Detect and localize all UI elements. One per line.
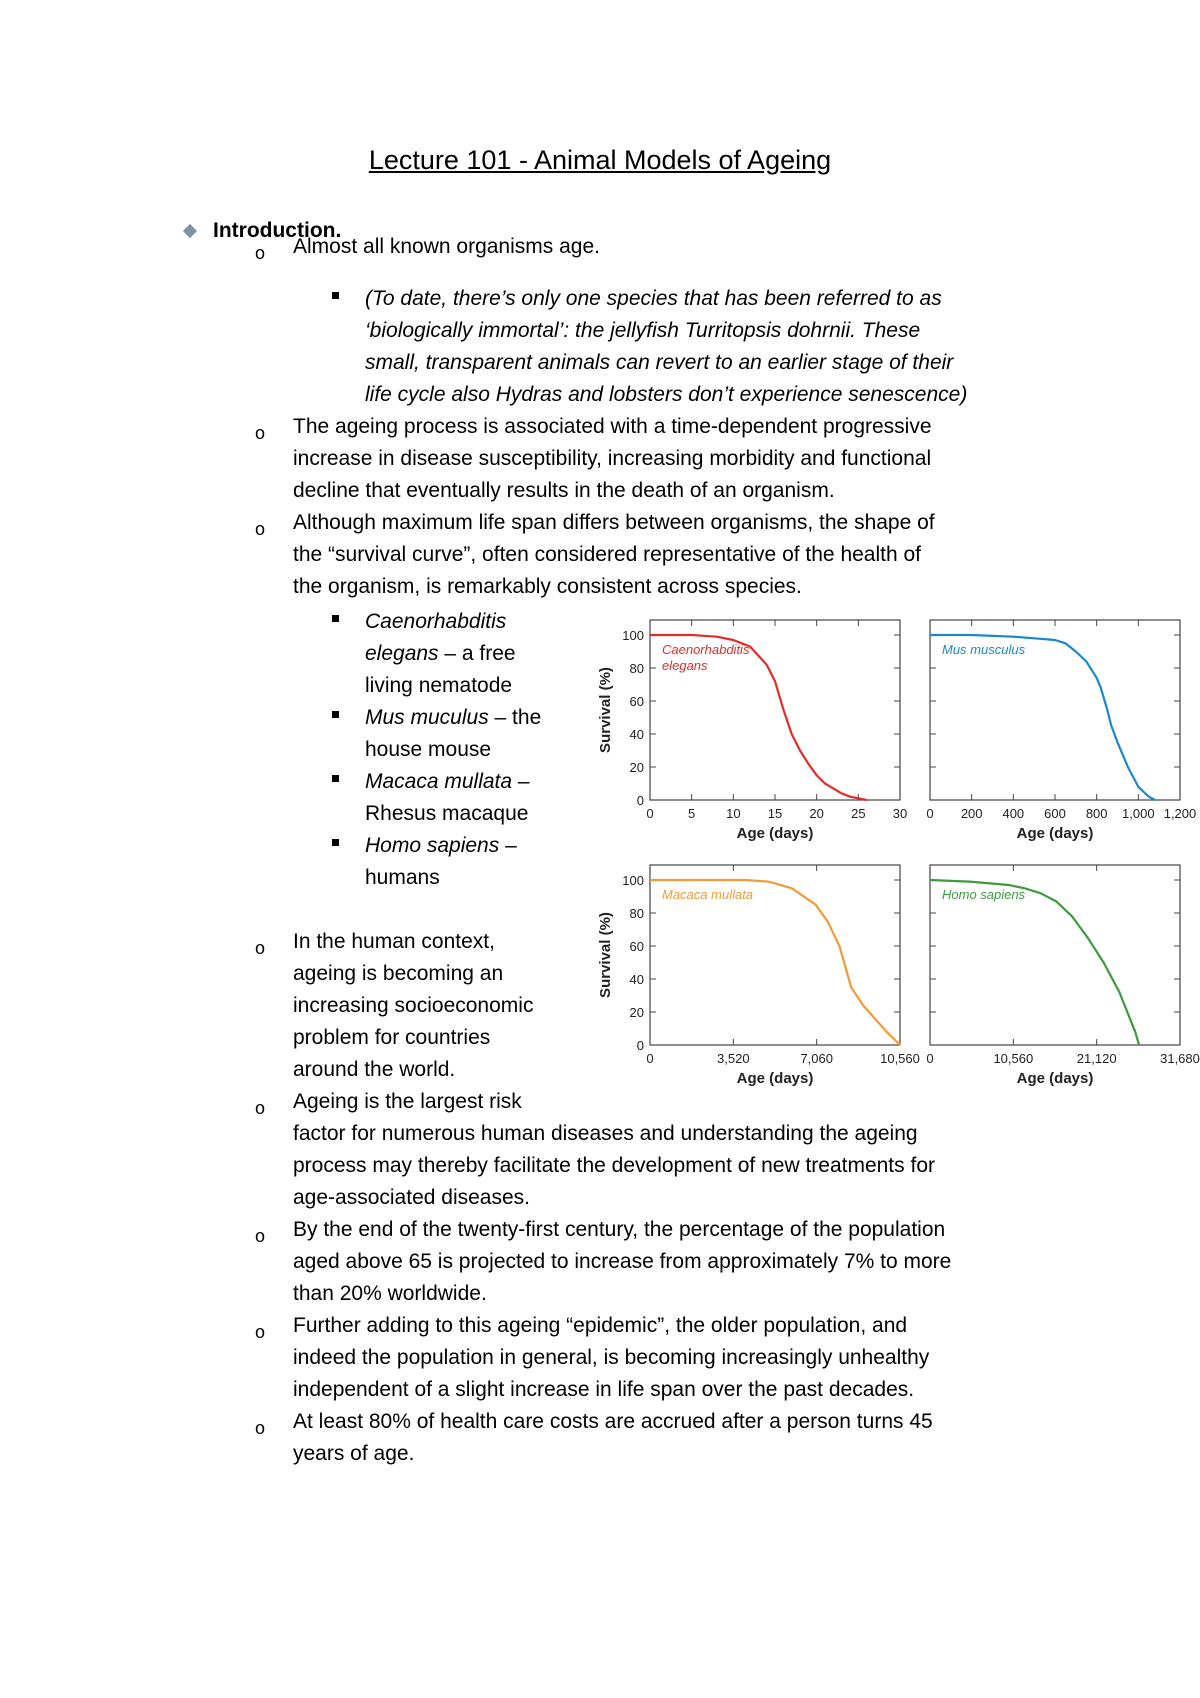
paragraph-line: the “survival curve”, often considered representative of the health of — [293, 543, 922, 566]
x-tick-label: 10 — [726, 806, 741, 821]
paragraph-line: problem for countries — [293, 1026, 491, 1049]
x-tick-label: 800 — [1085, 806, 1108, 821]
x-tick-label: 400 — [1002, 806, 1025, 821]
square-bullet-icon — [332, 615, 339, 622]
species-item: elegans – a free — [365, 642, 516, 665]
x-axis-label: Age (days) — [1016, 1070, 1094, 1087]
series-label: Caenorhabditis — [662, 642, 750, 657]
y-tick-label: 40 — [629, 727, 644, 742]
species-item: house mouse — [365, 738, 492, 761]
paragraph-line: independent of a slight increase in life span over the past decades. — [293, 1378, 915, 1401]
species-item: living nematode — [365, 674, 513, 697]
x-tick-label: 0 — [926, 806, 934, 821]
circle-bullet-icon: o — [255, 1418, 266, 1438]
circle-bullet-icon: o — [255, 938, 266, 958]
paragraph-line: age-associated diseases. — [293, 1186, 530, 1209]
paragraph-line: process may thereby facilitate the development of new treatments for — [293, 1154, 935, 1177]
x-tick-label: 5 — [688, 806, 696, 821]
paragraph-line: ageing is becoming an — [293, 962, 504, 985]
x-tick-label: 20 — [809, 806, 824, 821]
paragraph-line: Although maximum life span differs between organisms, the shape of — [293, 511, 935, 534]
square-bullet-icon — [332, 839, 339, 846]
paragraph-line: Almost all known organisms age. — [293, 235, 600, 258]
x-tick-label: 10,560 — [880, 1051, 920, 1066]
x-tick-label: 21,120 — [1076, 1051, 1117, 1066]
survival-curve-line — [650, 880, 900, 1045]
note-line: small, transparent animals can revert to an earlier stage of their — [365, 351, 954, 374]
circle-bullet-icon: o — [255, 243, 266, 263]
paragraph-line: Further adding to this ageing “epidemic”, the older population, and — [293, 1314, 908, 1337]
y-tick-label: 100 — [622, 628, 644, 643]
paragraph-line: decline that eventually results in the death of an organism. — [293, 479, 835, 502]
x-tick-label: 1,200 — [1163, 806, 1197, 821]
paragraph-line: In the human context, — [293, 930, 495, 953]
y-tick-label: 20 — [629, 760, 644, 775]
paragraph-line: increasing socioeconomic — [293, 994, 534, 1017]
x-tick-label: 10,560 — [993, 1051, 1034, 1066]
y-tick-label: 80 — [629, 906, 644, 921]
y-tick-label: 40 — [629, 972, 644, 987]
square-bullet-icon — [332, 711, 339, 718]
x-tick-label: 25 — [851, 806, 866, 821]
circle-bullet-icon: o — [255, 423, 266, 443]
note-line: ‘biologically immortal’: the jellyfish Turritopsis dohrnii. These — [365, 319, 921, 342]
y-axis-label: Survival (%) — [597, 912, 614, 998]
y-tick-label: 0 — [636, 1038, 644, 1053]
survival-curve-line — [930, 635, 1155, 800]
x-tick-label: 7,060 — [800, 1051, 833, 1066]
series-label: elegans — [662, 658, 708, 673]
species-item: Rhesus macaque — [365, 802, 529, 825]
x-tick-label: 1,000 — [1122, 806, 1155, 821]
section-heading: Introduction. — [213, 219, 342, 242]
x-tick-label: 15 — [767, 806, 783, 821]
paragraph-line: factor for numerous human diseases and understanding the ageing — [293, 1122, 918, 1145]
species-item: Homo sapiens – — [365, 834, 517, 857]
circle-bullet-icon: o — [255, 1322, 266, 1342]
survival-curve-line — [930, 880, 1139, 1045]
note-line: life cycle also Hydras and lobsters don’t experience senescence) — [365, 383, 968, 406]
note-line: (To date, there’s only one species that has been referred to as — [365, 287, 942, 310]
paragraph-line: the organism, is remarkably consistent across species. — [293, 575, 802, 598]
x-tick-label: 0 — [646, 1051, 654, 1066]
square-bullet-icon — [332, 775, 339, 782]
series-label: Macaca mullata — [662, 887, 754, 902]
paragraph-line: The ageing process is associated with a time-dependent progressive — [293, 415, 932, 438]
series-label: Homo sapiens — [942, 887, 1026, 902]
paragraph-line: around the world. — [293, 1058, 456, 1081]
x-tick-label: 200 — [960, 806, 983, 821]
paragraph-line: increase in disease susceptibility, increasing morbidity and functional — [293, 447, 932, 470]
x-tick-label: 0 — [926, 1051, 934, 1066]
page-title: Lecture 101 - Animal Models of Ageing — [368, 145, 832, 175]
x-axis-label: Age (days) — [736, 825, 814, 842]
circle-bullet-icon: o — [255, 519, 266, 539]
paragraph-line: aged above 65 is projected to increase from approximately 7% to more — [293, 1250, 952, 1273]
paragraph-line: years of age. — [293, 1442, 415, 1465]
y-tick-label: 60 — [629, 694, 644, 709]
y-axis-label: Survival (%) — [597, 667, 614, 753]
x-tick-label: 600 — [1044, 806, 1066, 821]
series-label: Mus musculus — [942, 642, 1026, 657]
species-item: humans — [365, 866, 440, 889]
y-tick-label: 20 — [629, 1005, 644, 1020]
paragraph-line: than 20% worldwide. — [293, 1282, 487, 1305]
paragraph-line: Ageing is the largest risk — [293, 1090, 522, 1113]
x-axis-label: Age (days) — [736, 1070, 814, 1087]
x-tick-label: 30 — [892, 806, 908, 821]
paragraph-line: By the end of the twenty-first century, the percentage of the population — [293, 1218, 946, 1241]
species-item: Macaca mullata – — [365, 770, 530, 793]
diamond-bullet-icon — [183, 224, 197, 238]
circle-bullet-icon: o — [255, 1098, 266, 1118]
species-item: Caenorhabditis — [365, 610, 507, 633]
y-tick-label: 80 — [629, 661, 644, 676]
square-bullet-icon — [332, 292, 339, 299]
x-tick-label: 3,520 — [717, 1051, 750, 1066]
paragraph-line: At least 80% of health care costs are accrued after a person turns 45 — [293, 1410, 933, 1433]
x-axis-label: Age (days) — [1016, 825, 1094, 842]
species-item: Mus muculus – the — [365, 706, 542, 729]
paragraph-line: indeed the population in general, is becoming increasingly unhealthy — [293, 1346, 930, 1369]
survival-curves-figure — [597, 610, 1200, 1090]
y-tick-label: 60 — [629, 939, 644, 954]
x-tick-label: 31,680 — [1160, 1051, 1200, 1066]
circle-bullet-icon: o — [255, 1226, 266, 1246]
x-tick-label: 0 — [646, 806, 654, 821]
y-tick-label: 0 — [636, 793, 644, 808]
y-tick-label: 100 — [622, 873, 644, 888]
